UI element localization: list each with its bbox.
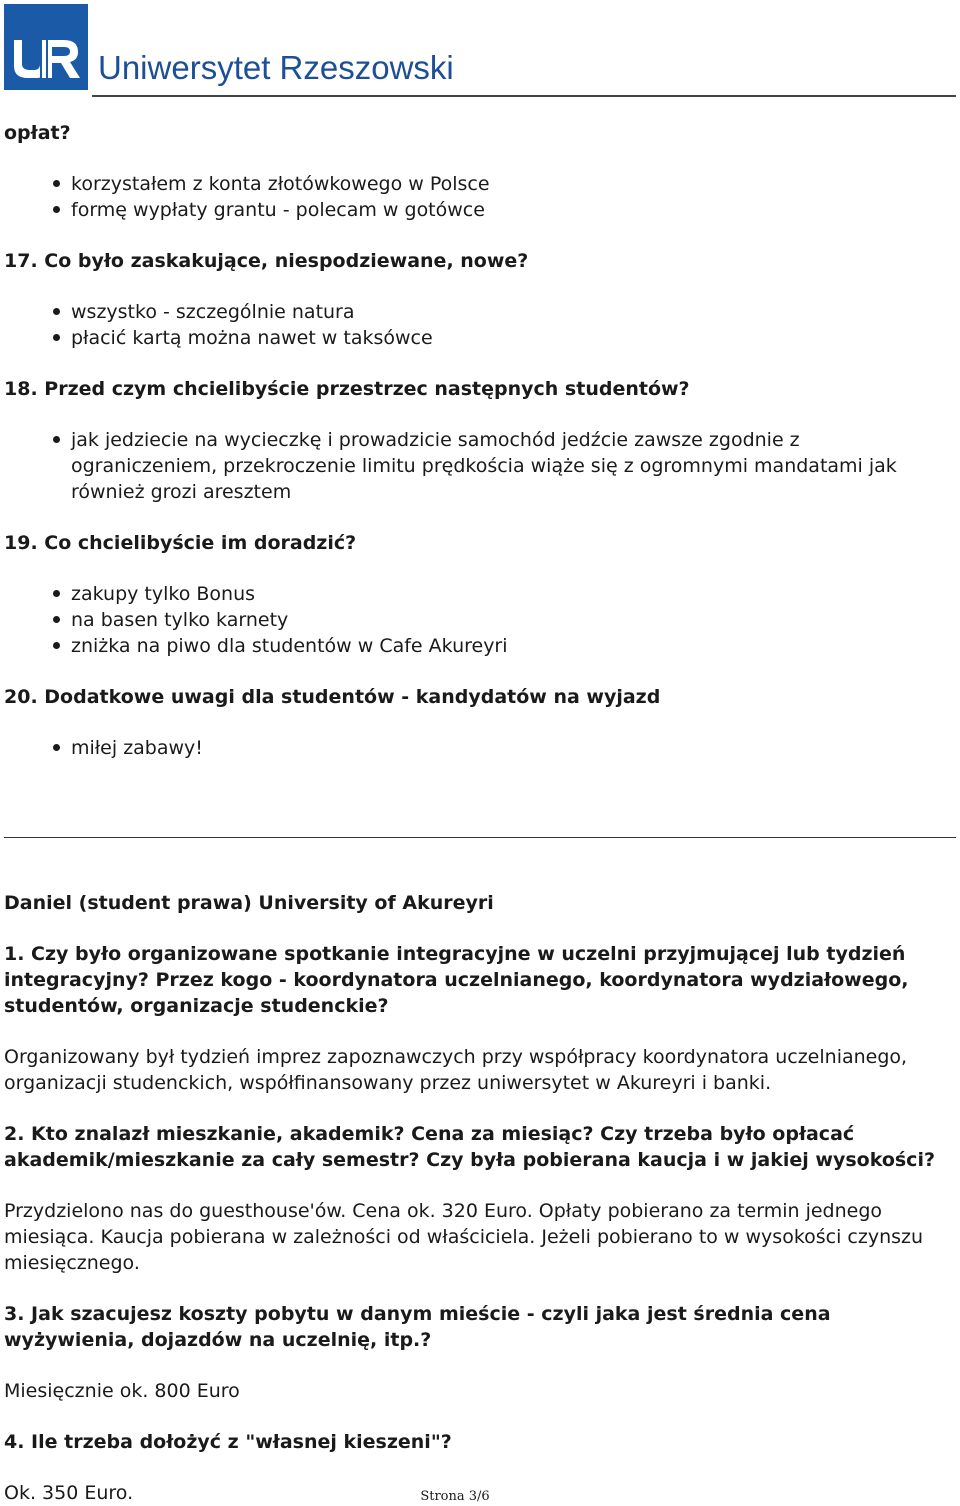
list-item: wszystko - szczególnie natura	[71, 299, 949, 325]
answer-3: Miesięcznie ok. 800 Euro	[4, 1380, 240, 1402]
university-name: Uniwersytet Rzeszowski	[98, 49, 454, 86]
question-1: 1. Czy było organizowane spotkanie integracyjne w uczelni przyjmującej lub tydzień integracyjny? Przez kogo - koordynatora uczelnianego, koordynatora wydziałowego, studentów, organizacje studenckie?	[4, 943, 909, 1017]
list-item: zniżka na piwo dla studentów w Cafe Akureyri	[71, 633, 949, 659]
answer-4: Ok. 350 Euro.	[4, 1482, 134, 1504]
ur-logo-icon	[4, 4, 88, 90]
list-item: zakupy tylko Bonus	[71, 581, 949, 607]
question-4: 4. Ile trzeba dołożyć z "własnej kieszeni"?	[4, 1431, 452, 1453]
answer-list	[4, 427, 949, 505]
list-item: jak jedziecie na wycieczkę i prowadzicie samochód jedźcie zawsze zgodnie z ograniczeniem, przekroczenie limitu prędkościa wiąże się z ogromnymi mandatami jak również grozi aresztem	[71, 427, 949, 505]
document-body	[4, 120, 949, 1506]
answer-list	[4, 581, 949, 659]
university-logo	[4, 4, 88, 90]
answer-list	[4, 171, 949, 223]
list-item: korzystałem z konta złotówkowego w Polsce	[71, 171, 949, 197]
list-item: formę wypłaty grantu - polecam w gotówce	[71, 197, 949, 223]
question-19: 19. Co chcielibyście im doradzić?	[4, 532, 357, 554]
list-item: miłej zabawy!	[71, 735, 949, 761]
list-item: na basen tylko karnety	[71, 607, 949, 633]
list-item: płacić kartą można nawet w taksówce	[71, 325, 949, 351]
question-2: 2. Kto znalazł mieszkanie, akademik? Cena za miesiąc? Czy trzeba było opłacać akademik/mieszkanie za cały semestr? Czy była pobierana kaucja i w jakiej wysokości?	[4, 1123, 935, 1171]
question-20: 20. Dodatkowe uwagi dla studentów - kandydatów na wyjazd	[4, 686, 661, 708]
answer-2: Przydzielono nas do guesthouse'ów. Cena ok. 320 Euro. Opłaty pobierano za termin jednego miesiąca. Kaucja pobierana w zależności od właściciela. Jeżeli pobierano to w wysokości czynszu miesięcznego.	[4, 1200, 924, 1274]
question-17: 17. Co było zaskakujące, niespodziewane, nowe?	[4, 250, 529, 272]
answer-list	[4, 735, 949, 761]
author-heading: Daniel (student prawa) University of Akureyri	[4, 892, 494, 914]
question-tail: opłat?	[4, 122, 71, 144]
page-header	[0, 0, 960, 100]
header-divider	[92, 95, 956, 97]
question-3: 3. Jak szacujesz koszty pobytu w danym mieście - czyli jaka jest średnia cena wyżywienia, dojazdów na uczelnię, itp.?	[4, 1303, 831, 1351]
question-18: 18. Przed czym chcielibyście przestrzec następnych studentów?	[4, 378, 690, 400]
answer-list	[4, 299, 949, 351]
page-number: Strona 3/6	[420, 1489, 490, 1504]
answer-1: Organizowany był tydzień imprez zapoznawczych przy współpracy koordynatora uczelnianego, organizacji studenckich, współfinansowany przez uniwersytet w Akureyri i banki.	[4, 1046, 908, 1094]
